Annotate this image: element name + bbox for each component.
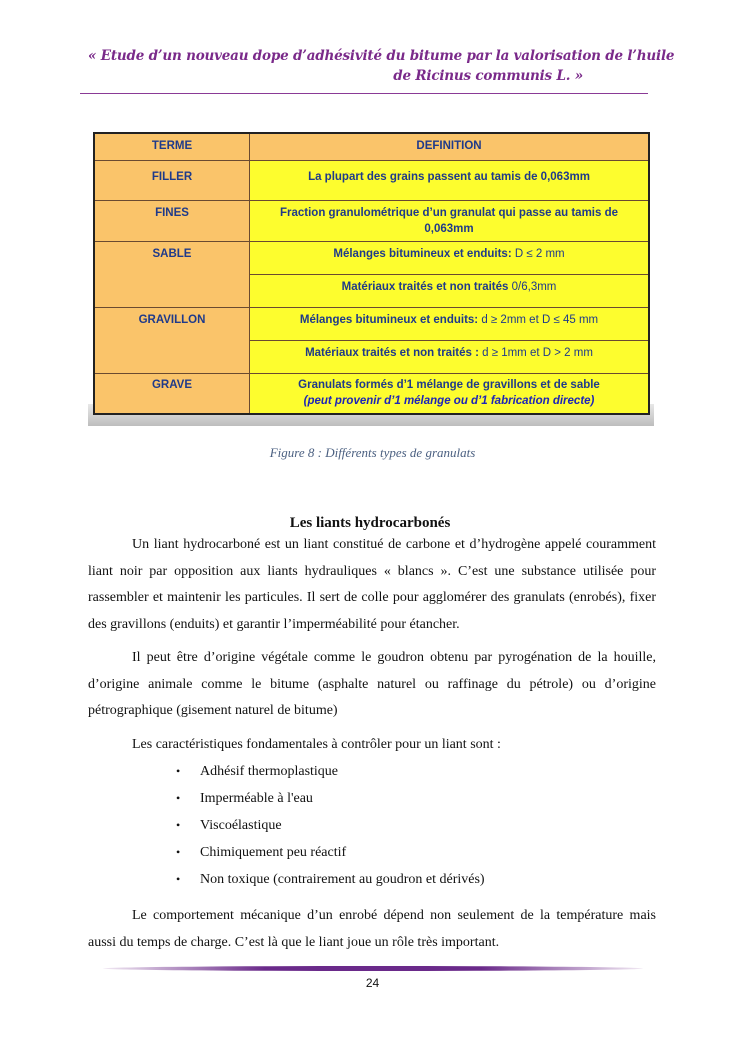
header-divider bbox=[80, 93, 648, 94]
definition-value: D ≤ 2 mm bbox=[511, 248, 565, 260]
definition-bold: Mélanges bitumineux et enduits: bbox=[299, 314, 479, 326]
term-cell: GRAVILLON bbox=[94, 308, 250, 374]
definition-main: Granulats formés d’1 mélange de gravillons et de sable bbox=[298, 379, 600, 391]
header-line-2: de Ricinus communis L. » bbox=[393, 68, 583, 84]
paragraph: Les caractéristiques fondamentales à contrôler pour un liant sont : bbox=[132, 737, 501, 752]
paragraph: Il peut être d’origine végétale comme le goudron obtenu par pyrogénation de la houille, d’origine animale comme le bitume (asphalte naturel ou raffinage du pétrole) ou d’origine pétrographique (gisement naturel de bitume) bbox=[88, 650, 656, 718]
definition-value: d ≥ 2mm et D ≤ 45 mm bbox=[478, 314, 599, 326]
definition-bold: Mélanges bitumineux et enduits: bbox=[333, 248, 512, 260]
list-item-text: Chimiquement peu réactif bbox=[200, 845, 347, 860]
granulats-table bbox=[93, 132, 650, 415]
list-item bbox=[176, 812, 485, 839]
header-line-1: « Etude d’un nouveau dope d’adhésivité du bitume par la valorisation de l’huile bbox=[88, 48, 675, 64]
page-header bbox=[88, 46, 675, 86]
header-definition: DEFINITION bbox=[250, 133, 650, 161]
definition-cell bbox=[250, 275, 650, 308]
definition-value: 0/6,3mm bbox=[508, 281, 557, 293]
list-item bbox=[176, 839, 485, 866]
list-item-text: Imperméable à l'eau bbox=[200, 791, 313, 806]
definition-cell bbox=[250, 242, 650, 275]
definition-value: d ≥ 1mm et D > 2 mm bbox=[478, 347, 593, 359]
list-item-text: Viscoélastique bbox=[200, 818, 282, 833]
term-cell: SABLE bbox=[94, 242, 250, 308]
page-number: 24 bbox=[365, 976, 380, 990]
term-cell: GRAVE bbox=[94, 374, 250, 415]
table-row bbox=[94, 161, 649, 201]
list-item-text: Adhésif thermoplastique bbox=[200, 764, 339, 779]
list-item-text: Non toxique (contrairement au goudron et dérivés) bbox=[200, 872, 485, 887]
section-heading: Les liants hydrocarbonés bbox=[289, 515, 451, 531]
bullet-icon: • bbox=[176, 764, 181, 778]
header-terme: TERME bbox=[94, 133, 250, 161]
table-row bbox=[94, 374, 649, 415]
definition-cell bbox=[250, 308, 650, 341]
bullet-icon: • bbox=[176, 791, 181, 805]
list-item bbox=[176, 758, 485, 785]
definition-note: (peut provenir d’1 mélange ou d’1 fabrication directe) bbox=[303, 395, 595, 407]
bullet-icon: • bbox=[176, 845, 181, 859]
table-row bbox=[94, 308, 649, 341]
figure-caption: Figure 8 : Différents types de granulats bbox=[269, 445, 476, 460]
list-item bbox=[176, 785, 485, 812]
definition-cell bbox=[250, 341, 650, 374]
footer-divider bbox=[103, 966, 643, 971]
term-cell: FILLER bbox=[94, 161, 250, 201]
table-header-row bbox=[94, 133, 649, 161]
bullet-icon: • bbox=[176, 818, 181, 832]
paragraph: Un liant hydrocarboné est un liant constitué de carbone et d’hydrogène appelé couramment liant noir par opposition aux liants hydrauliques « blancs ». C’est une substance utilisée pour rassembler et maintenir les particules. Il sert de colle pour agglomérer des granulats (enrobés), fixer des gravillons (enduits) et garantir l’imperméabilité pour étancher. bbox=[88, 537, 656, 632]
definition-cell: Fraction granulométrique d’un granulat qui passe au tamis de 0,063mm bbox=[250, 201, 650, 242]
characteristics-list bbox=[176, 758, 485, 893]
table-row bbox=[94, 201, 649, 242]
term-cell: FINES bbox=[94, 201, 250, 242]
definition-bold: Matériaux traités et non traités bbox=[341, 281, 509, 293]
definition-cell bbox=[250, 374, 650, 415]
table-row bbox=[94, 242, 649, 275]
paragraph: Le comportement mécanique d’un enrobé dépend non seulement de la température mais aussi du temps de charge. C’est là que le liant joue un rôle très important. bbox=[88, 908, 656, 950]
definition-cell: La plupart des grains passent au tamis de 0,063mm bbox=[250, 161, 650, 201]
bullet-icon: • bbox=[176, 872, 181, 886]
definition-bold: Matériaux traités et non traités : bbox=[305, 347, 479, 359]
list-item bbox=[176, 866, 485, 893]
